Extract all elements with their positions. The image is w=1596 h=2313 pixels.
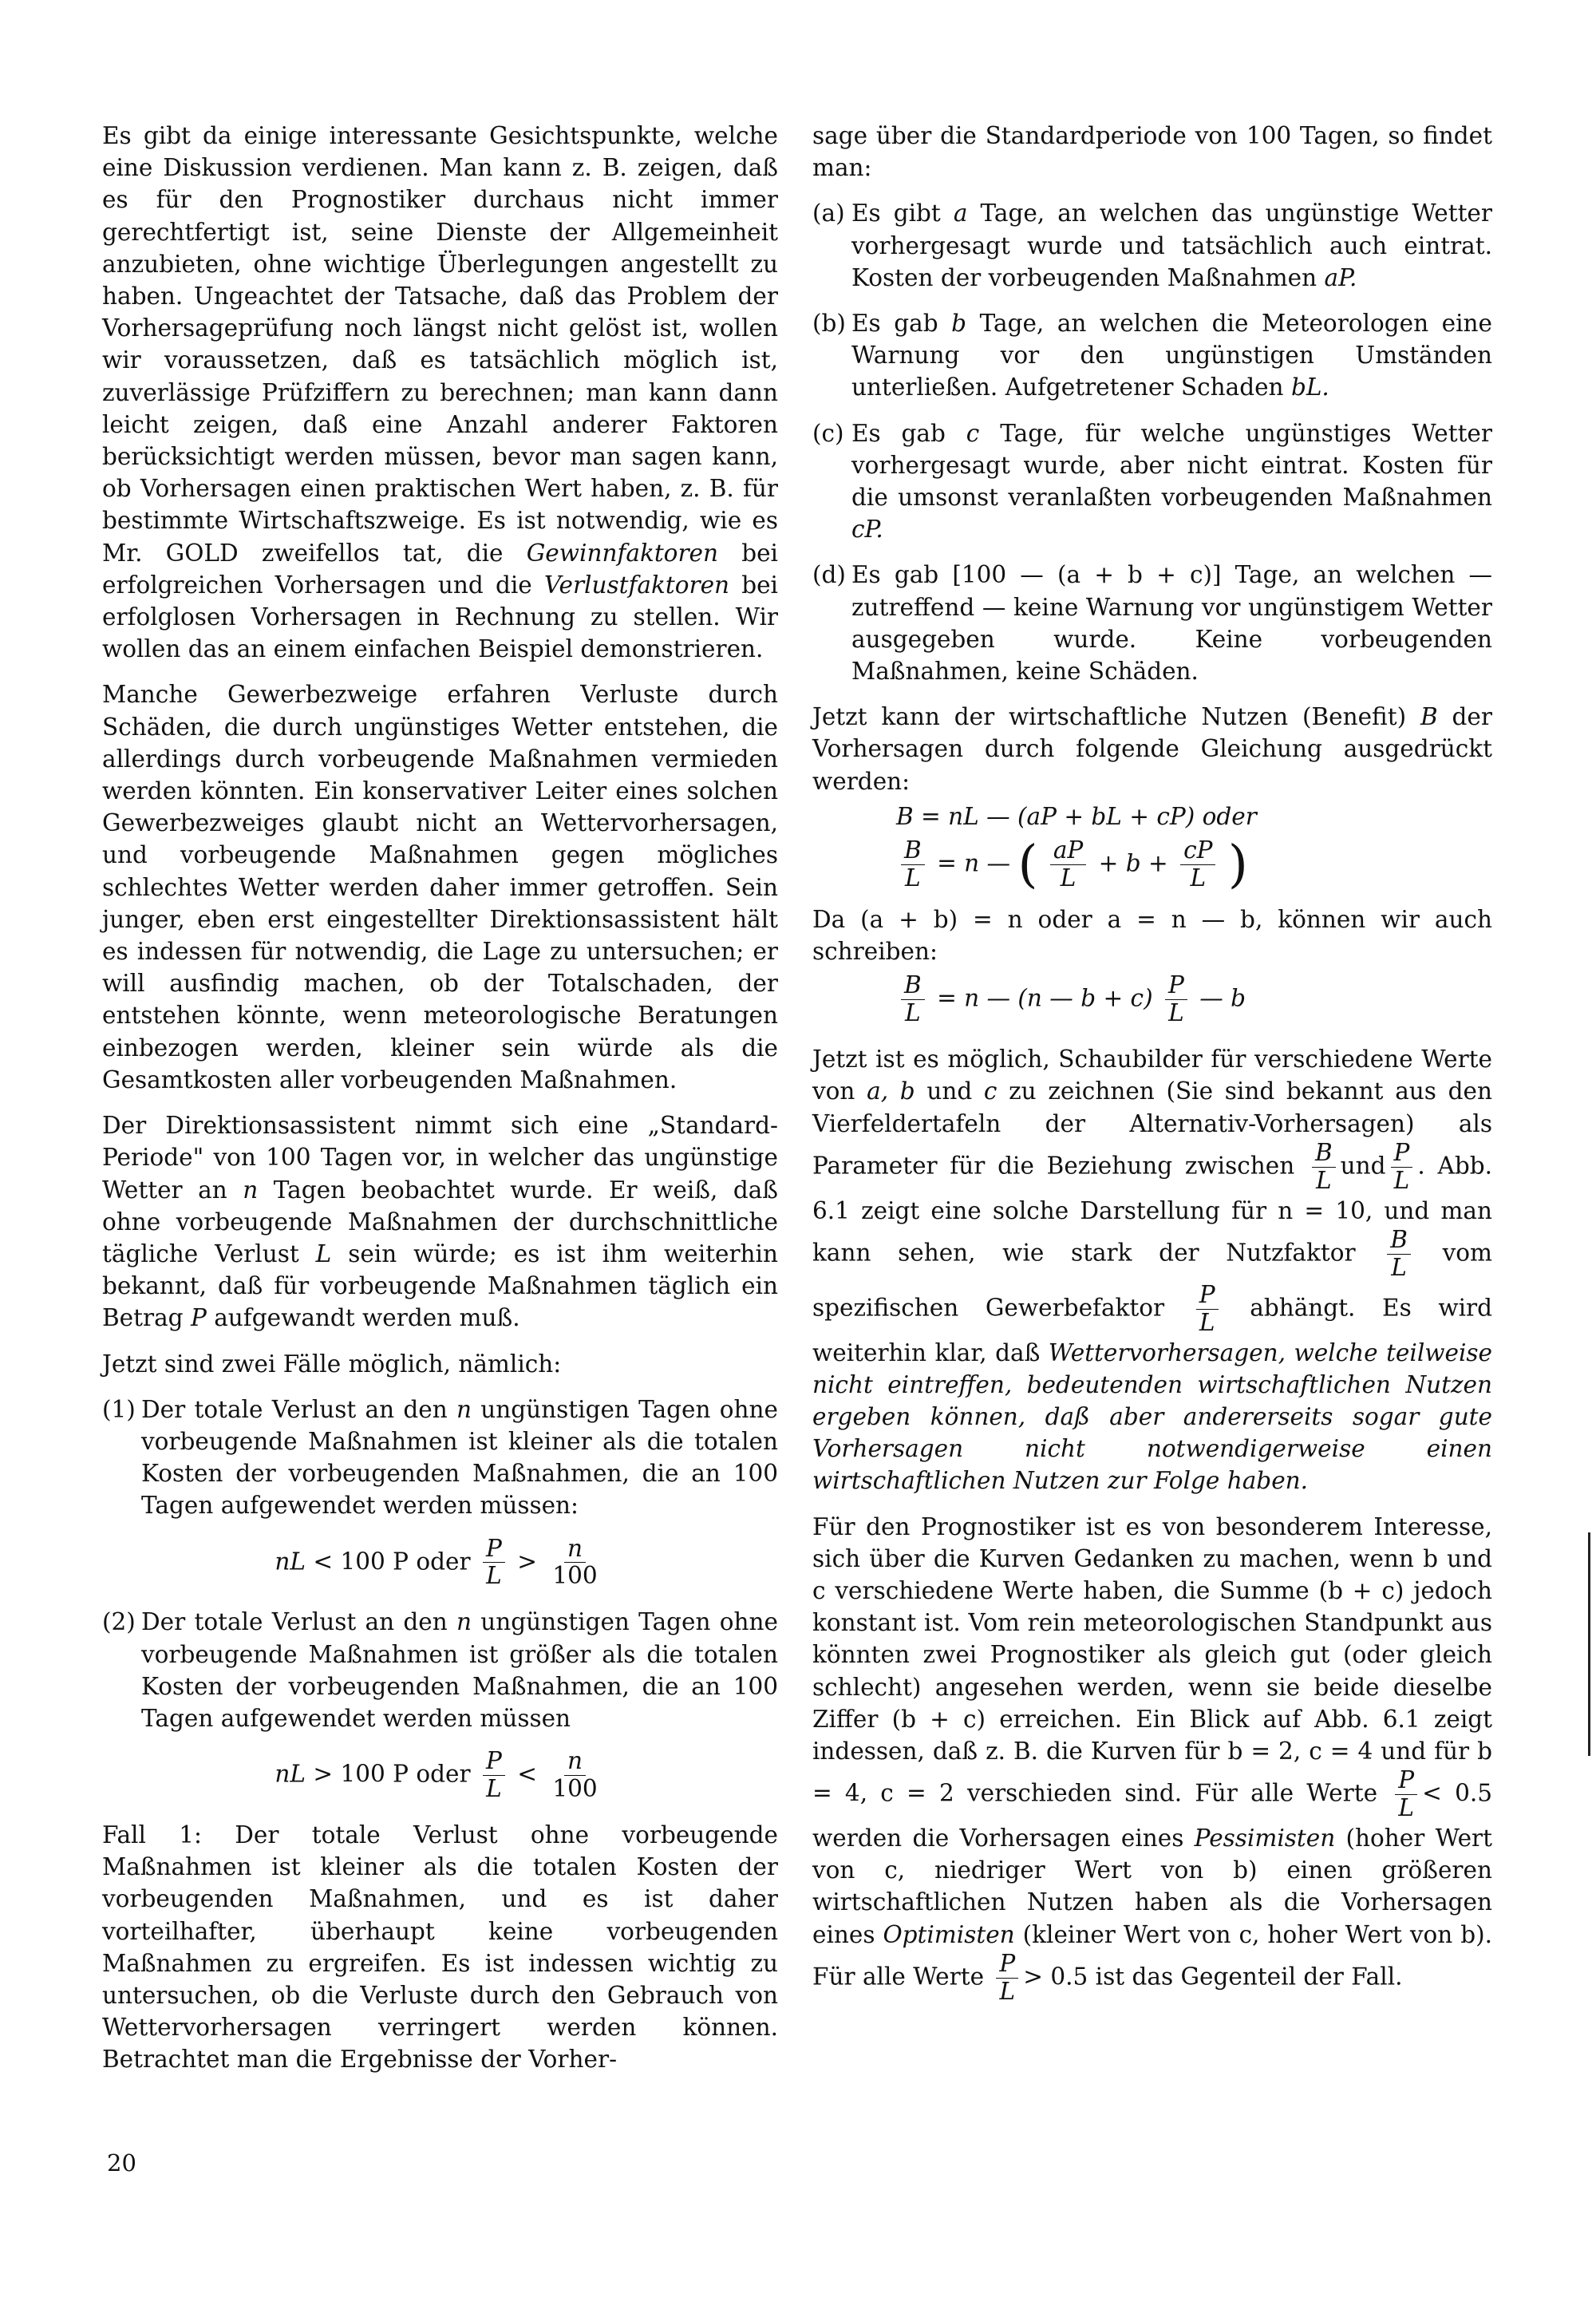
fraction: $\frac{P}{L}$ xyxy=(1395,1767,1417,1822)
equation-5: $\frac{B}{L}$ = n — (n — b + c) $\frac{P}{L}$ — b xyxy=(812,972,1492,1027)
paren-right: ) xyxy=(1227,835,1248,895)
paragraph: Da (a + b) = n oder a = n — b, können wir auch schreiben: xyxy=(812,905,1492,966)
paragraph: Jetzt kann der wirtschaftliche Nutzen (Benefit) B der Vorhersagen durch folgende Gleichung ausgedrückt werden: xyxy=(812,703,1492,795)
fraction: $\frac{B}{L}$ xyxy=(1387,1227,1411,1282)
paren-left: ( xyxy=(1017,835,1038,895)
equation-3: B = nL — (aP + bL + cP) oder xyxy=(896,802,1257,830)
fraction: $\frac{B}{L}$ xyxy=(1312,1140,1336,1195)
list-item-b xyxy=(812,307,1492,404)
case-label: (1) xyxy=(102,1395,136,1423)
list-item-d xyxy=(812,559,1492,687)
item-text: Es gibt a Tage, an welchen das ungünstige Wetter vorhergesagt wurde und tatsächlich auch eintrat. Kosten der vorbeugenden Maßnahmen aP. xyxy=(851,200,1492,291)
paragraph: Es gibt da einige interessante Gesichtspunkte, welche eine Diskussion verdienen. Man kann z. B. zeigen, daß es für den Prognostiker durchaus nicht immer gerechtfertigt ist, seine Dienste der Allgemeinheit anzubieten, ohne wichtige Überlegungen angestellt zu haben. Ungeachtet der Tatsache, daß das Problem der Vorhersageprüfung noch längst nicht gelöst ist, wollen wir voraussetzen, daß es tatsächlich möglich ist, zuverlässige Prüfziffern zu berechnen; man kann dann leicht zeigen, daß eine Anzahl anderer Faktoren berücksichtigt werden müssen, bevor man sagen kann, ob Vorhersagen einen praktischen Wert haben, z. B. für bestimmte Wirtschaftszweige. Es ist notwendig, wie es Mr. GOLD zweifellos tat, die Gewinnfaktoren bei erfolgreichen Vorhersagen und die Verlustfaktoren bei erfolglosen Vorhersagen in Rechnung zu stellen. Wir wollen das an einem einfachen Beispiel demonstrieren. xyxy=(102,122,778,663)
fraction: $\frac{P}{L}$ xyxy=(483,1536,505,1591)
right-column xyxy=(812,120,1492,2019)
fraction: $\frac{B}{L}$ xyxy=(901,972,925,1027)
paragraph: Fall 1: Der totale Verlust ohne vorbeugende Maßnahmen ist kleiner als die totalen Kosten der vorbeugenden Maßnahmen, und es ist daher vorteilhafter, überhaupt keine vorbeugenden Maßnahmen zu ergreifen. Es ist indessen wichtig zu untersuchen, ob die Verluste durch den Gebrauch von Wettervorhersagen verringert werden können. Betrachtet man die Ergebnisse der Vorher- xyxy=(102,1821,778,2074)
case-text: Der totale Verlust an den n ungünstigen Tagen ohne vorbeugende Maßnahmen ist kleiner als die totalen Kosten der vorbeugenden Maßnahmen, die an 100 Tagen aufgewendet werden müssen: xyxy=(141,1395,778,1520)
equation-1: nL < 100 P oder $\frac{P}{L}$ > $\frac{n}{100}$ xyxy=(102,1536,778,1591)
paragraph: Für den Prognostiker ist es von besonderem Interesse, sich über die Kurven Gedanken zu machen, wenn b und c verschiedene Werte haben, die Summe (b + c) jedoch konstant ist. Vom rein meteorologischen Standpunkt aus könnten zwei Prognostiker als gleich gut (oder gleich schlecht) angesehen werden, wenn sie beide dieselbe Ziffer (b + c) erreichen. Ein Blick auf Abb. 6.1 zeigt indessen, daß z. B. die Kurven für b = 2, c = 4 und für b = 4, c = 2 verschieden sind. Für alle Werte $\frac{P}{L}$ < 0.5 werden die Vorhersagen eines Pessimisten (hoher Wert von c, niedriger Wert von b) einen größeren wirtschaftlichen Nutzen haben als die Vorhersagen eines Optimisten (kleiner Wert von c, hoher Wert von b). Für alle Werte $\frac{P}{L}$ > 0.5 ist das Gegenteil der Fall. xyxy=(812,1512,1492,2005)
item-text: Es gab c Tage, für welche ungünstiges Wetter vorhergesagt wurde, aber nicht eintrat. Kosten für die umsonst veranlaßten vorbeugenden Maßnahmen cP. xyxy=(851,419,1492,544)
case-1 xyxy=(102,1394,778,1522)
fraction: $\frac{n}{100}$ xyxy=(552,1747,598,1803)
paragraph: Der Direktionsassistent nimmt sich eine „Standard-Periode" von 100 Tagen vor, in welcher das ungünstige Wetter an n Tagen beobachtet wurde. Er weiß, daß ohne vorbeugende Maßnahmen der durchschnittliche tägliche Verlust L sein würde; es ist ihm weiterhin bekannt, daß für vorbeugende Maßnahmen täglich ein Betrag P aufgewandt werden muß. xyxy=(102,1112,778,1332)
item-text: Es gab [100 — (a + b + c)] Tage, an welchen — zutreffend — keine Warnung vor ungünstigem Wetter ausgegeben wurde. Keine vorbeugenden Maßnahmen, keine Schäden. xyxy=(851,561,1492,686)
case-label: (2) xyxy=(102,1608,136,1636)
paragraph: Manche Gewerbezweige erfahren Verluste durch Schäden, die durch ungünstiges Wetter entstehen, die allerdings durch vorbeugende Maßnahmen vermieden werden könnten. Ein konservativer Leiter eines solchen Gewerbezweiges glaubt nicht an Wettervorhersagen, und vorbeugende Maßnahmen gegen mögliches schlechtes Wetter werden daher immer getroffen. Sein junger, eben erst eingestellter Direktionsassistent hält es indessen für notwendig, die Lage zu untersuchen; er will ausfindig machen, ob der Totalschaden, der entstehen könnte, wenn meteorologische Beratungen einbezogen werden, kleiner sein würde als die Gesamtkosten aller vorbeugenden Maßnahmen. xyxy=(102,681,778,1093)
equation-2: nL > 100 P oder $\frac{P}{L}$ < $\frac{n}{100}$ xyxy=(102,1748,778,1803)
page-number: 20 xyxy=(107,2149,136,2177)
paragraph: Jetzt sind zwei Fälle möglich, nämlich: xyxy=(102,1350,562,1378)
fraction: $\frac{P}{L}$ xyxy=(1196,1282,1219,1337)
item-label: (a) xyxy=(812,200,845,227)
margin-bar xyxy=(1588,1532,1590,1756)
fraction: $\frac{B}{L}$ xyxy=(901,837,925,892)
fraction: $\frac{n}{100}$ xyxy=(552,1534,598,1590)
paragraph: Jetzt ist es möglich, Schaubilder für verschiedene Werte von a, b und c zu zeichnen (Sie sind bekannt aus den Vierfeldertafeln der Alternativ-Vorhersagen) als Parameter für die Beziehung zwischen $\frac{B}{L}$ und $\frac{P}{L}$ . Abb. 6.1 zeigt eine solche Darstellung für n = 10, und man kann sehen, wie stark der Nutzfaktor $\frac{B}{L}$ vom spezifischen Gewerbefaktor $\frac{P}{L}$ abhängt. Es wird weiterhin klar, daß Wettervorhersagen, welche teilweise nicht eintreffen, bedeutenden wirtschaftlichen Nutzen ergeben können, daß aber andererseits sogar gute Vorhersagen nicht notwendigerweise einen wirtschaftlichen Nutzen zur Folge haben. xyxy=(812,1046,1492,1495)
fraction: $\frac{cP}{L}$ xyxy=(1180,837,1215,892)
case-text: Der totale Verlust an den n ungünstigen Tagen ohne vorbeugende Maßnahmen ist größer als die totalen Kosten der vorbeugenden Maßnahmen, die an 100 Tagen aufgewendet werden müssen xyxy=(141,1608,778,1732)
item-text: Es gab b Tage, an welchen die Meteorologen eine Warnung vor den ungünstigen Umständen unterließen. Aufgetretener Schaden bL. xyxy=(851,310,1492,401)
item-label: (c) xyxy=(812,419,844,447)
paragraph: sage über die Standardperiode von 100 Tagen, so findet man: xyxy=(812,122,1492,182)
left-column xyxy=(102,120,778,2090)
fraction: $\frac{P}{L}$ xyxy=(996,1951,1018,2006)
fraction: $\frac{aP}{L}$ xyxy=(1050,837,1086,892)
item-label: (b) xyxy=(812,310,846,338)
fraction: $\frac{P}{L}$ xyxy=(1391,1140,1413,1195)
fraction: $\frac{P}{L}$ xyxy=(1165,972,1187,1027)
case-2 xyxy=(102,1606,778,1734)
item-label: (d) xyxy=(812,561,846,589)
fraction: $\frac{P}{L}$ xyxy=(483,1748,505,1803)
list-item-c xyxy=(812,417,1492,546)
list-item-a xyxy=(812,197,1492,294)
equation-4: $\frac{B}{L}$ = n — ( $\frac{aP}{L}$ + b + $\frac{cP}{L}$ ) xyxy=(812,837,1492,892)
